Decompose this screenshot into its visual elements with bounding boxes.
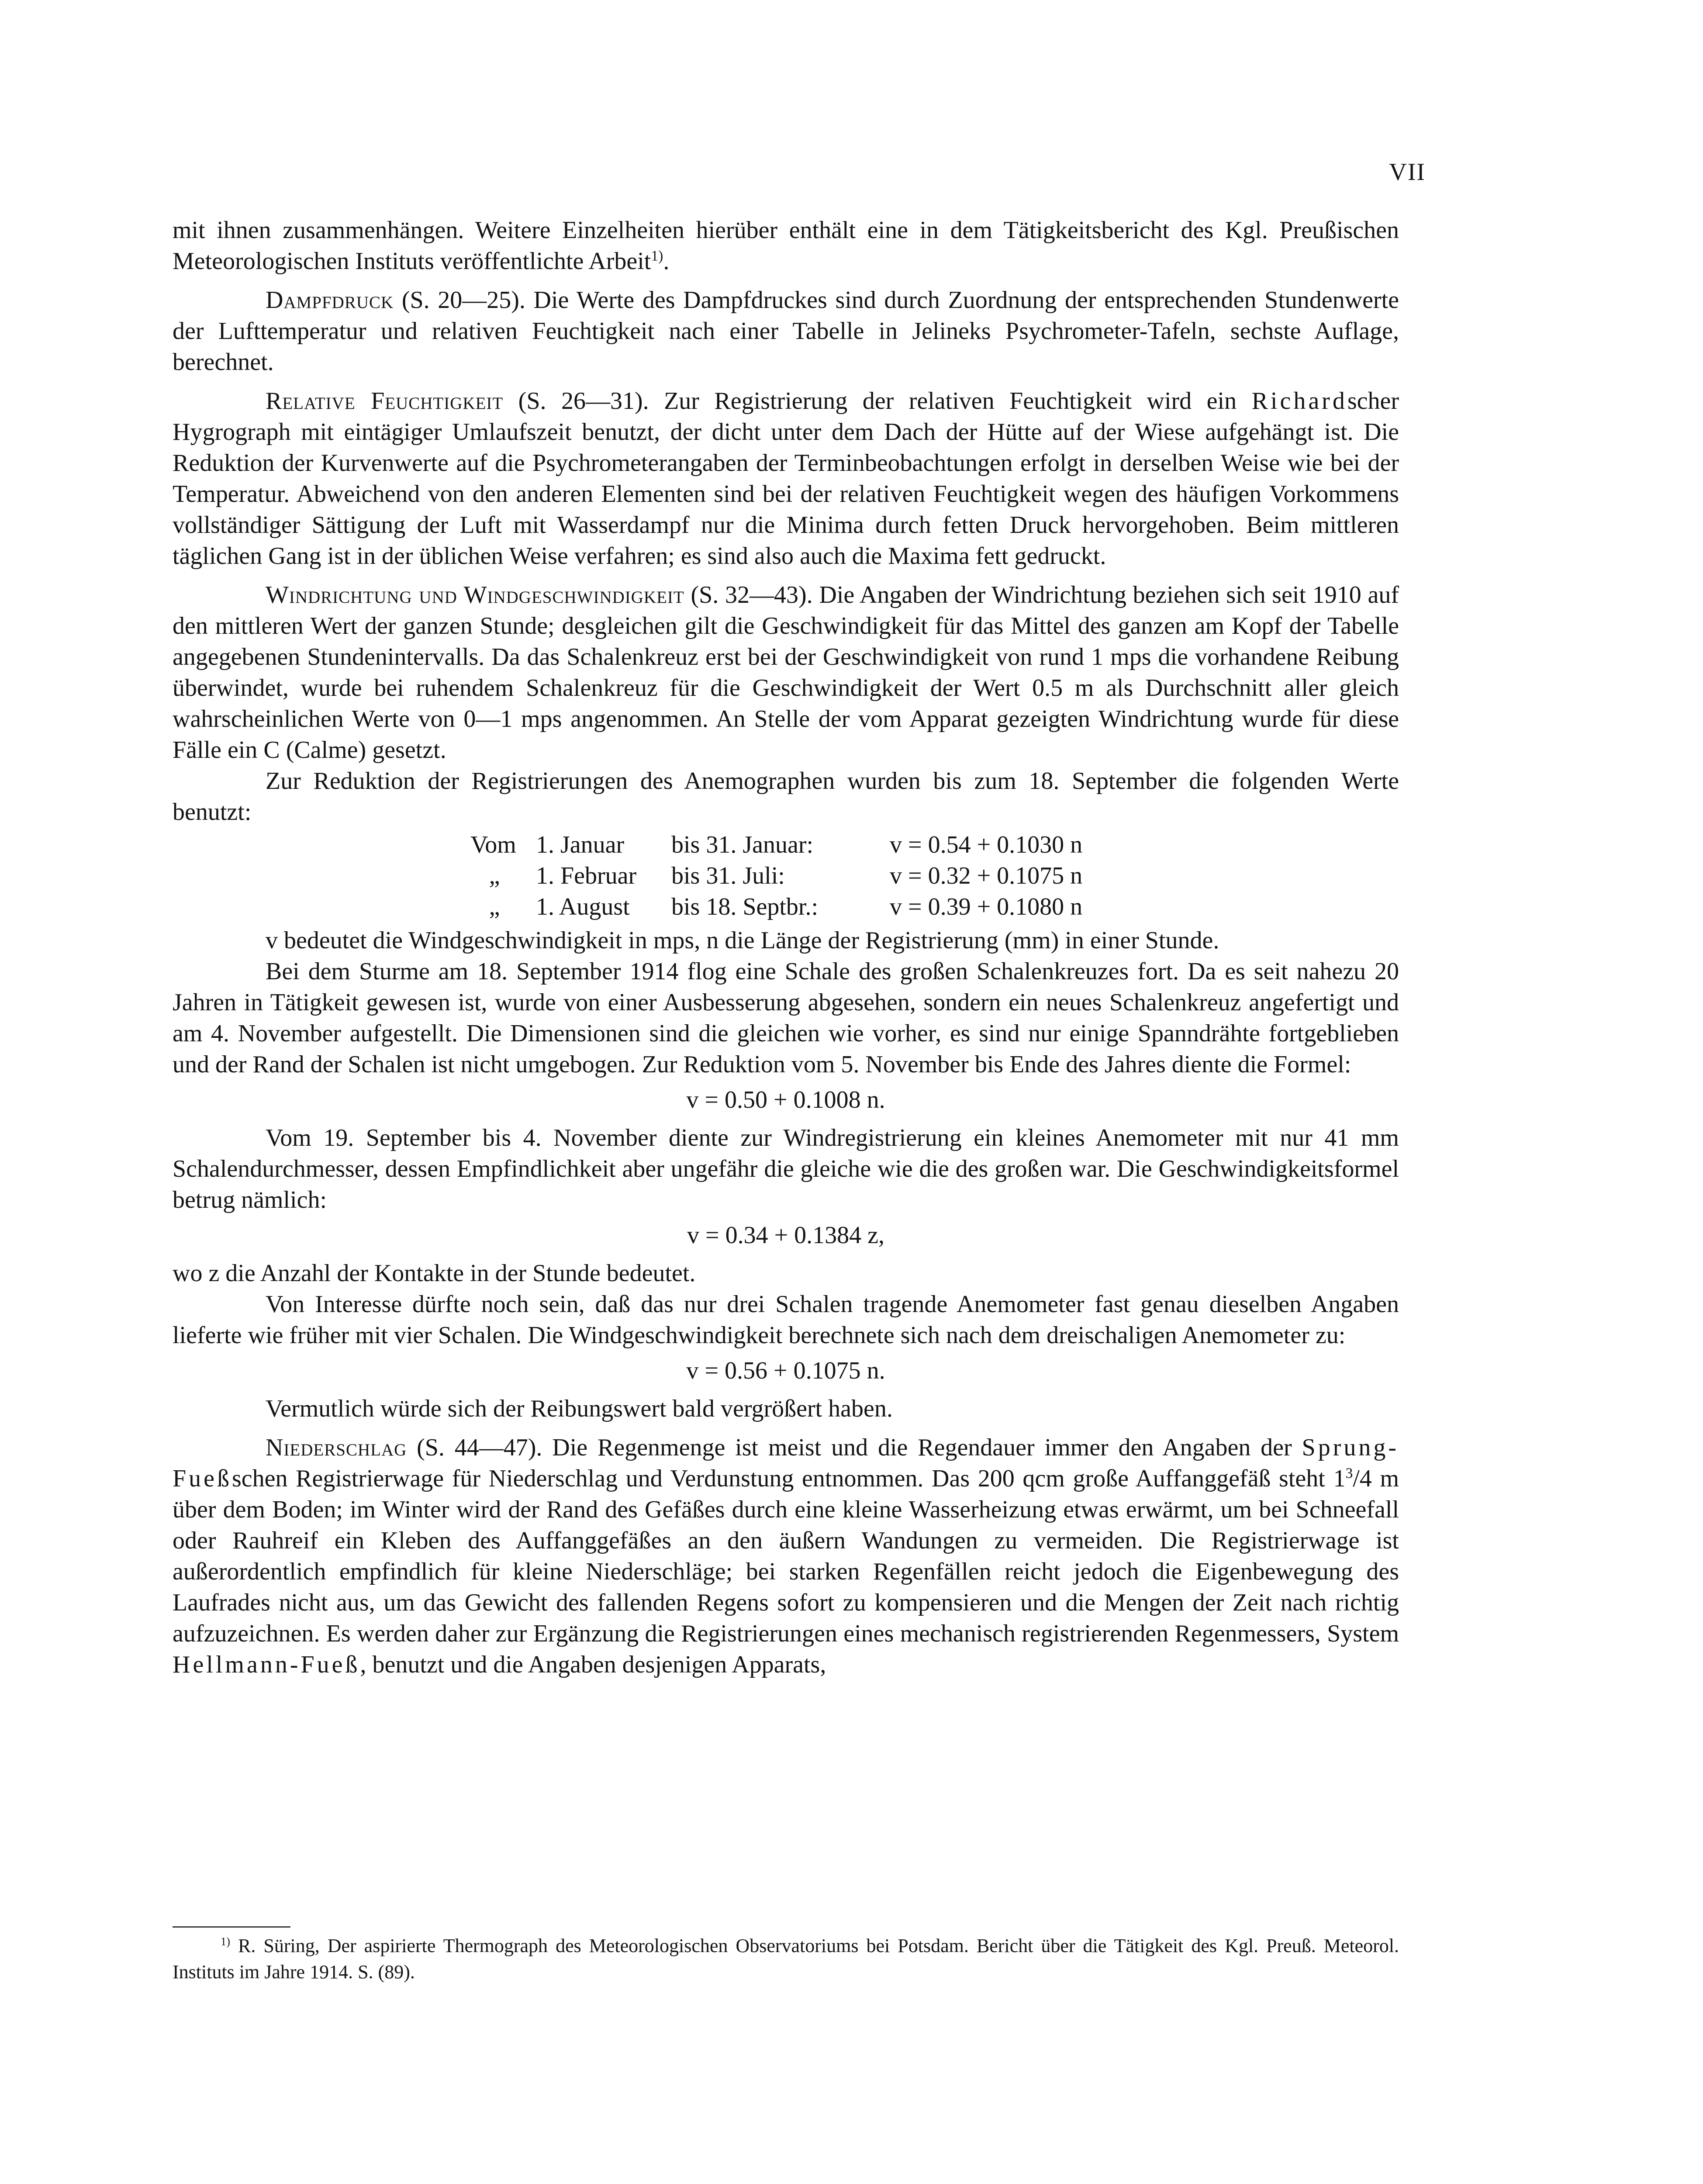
formula-equation: v = 0.34 + 0.1384 z, <box>687 1222 885 1249</box>
section-heading-dampfdruck: Dampfdruck <box>266 287 394 314</box>
section-heading-relative-feuchtigkeit: Relative Feuchtigkeit <box>266 387 504 415</box>
page-number: VII <box>1389 159 1426 186</box>
paragraph-sturm: Bei dem Sturme am 18. September 1914 flog eine Schale des großen Schalenkreuzes fort. Da es seit nahezu 20 Jahren in Tätigkeit gewesen ist, wurde von einer Ausbesserung abgesehen, sondern ein neues Schalenkreuz angefertigt und am 4. November aufgestellt. Die Dimensionen sind die gleichen wie vorher, es sind nur einige Spanndrähte fortgeblieben und der Rand der Schalen ist nicht umgebogen. Zur Reduktion vom 5. November bis Ende des Jahres diente die Formel: <box>173 958 1399 1078</box>
section-heading-niederschlag: Niederschlag <box>266 1434 407 1461</box>
spaced-name: Hellmann-Fueß <box>173 1651 360 1678</box>
paragraph-wo-z: wo z die Anzahl der Kontakte in der Stunde bedeutet. <box>173 1260 696 1287</box>
footnote-reference: 1) <box>651 248 663 264</box>
paragraph-wind: Windrichtung und Windgeschwindigkeit (S. 32—43). Die Angaben der Windrichtung beziehen sich seit 1910 auf den mittleren Wert der ganzen Stunde; desgleichen gilt die Geschwindigkeit für das Mittel des ganzen am Kopf der Tabelle angegebenen Stundenintervalls. Da das Schalenkreuz erst bei der Geschwindigkeit von rund 1 mps die vorhandene Reibung überwindet, wurde bei ruhendem Schalenkreuz für die Geschwindigkeit der Wert 0.5 m als Durchschnitt aller gleich wahrscheinlichen Werte von 0—1 mps angenommen. An Stelle der vom Apparat gezeigten Windrichtung wurde für diese Fälle ein C (Calme) gesetzt. <box>173 581 1399 764</box>
footnote-rule <box>173 1926 290 1928</box>
paragraph-v-bedeutet: v bedeutet die Windgeschwindigkeit in mps, n die Länge der Registrierung (mm) in einer Stunde. <box>266 927 1219 954</box>
spaced-name: Richard <box>1251 387 1347 415</box>
paragraph-vermutlich: Vermutlich würde sich der Reibungswert bald vergrößert haben. <box>266 1395 893 1422</box>
spaced-name: Sprung-Fueß <box>173 1434 1399 1492</box>
formula-row: „ 1. August bis 18. Septbr.: v = 0.39 + 0.1080 n <box>489 893 1083 920</box>
paragraph-interesse: Von Interesse dürfte noch sein, daß das nur drei Schalen tragende Anemometer fast genau dieselben Angaben lieferte wie früher mit vier Schalen. Die Windgeschwindigkeit berechnete sich nach dem dreischaligen Anemometer zu: <box>173 1291 1399 1349</box>
formula-row: „ 1. Februar bis 31. Juli: v = 0.32 + 0.1075 n <box>489 862 1083 889</box>
paragraph-kleines-anemometer: Vom 19. September bis 4. November diente zur Windregistrierung ein kleines Anemometer mit nur 41 mm Schalendurchmesser, dessen Empfindlichkeit aber ungefähr die gleiche wie die des großen war. Die Geschwindigkeitsformel betrug nämlich: <box>173 1124 1399 1213</box>
section-heading-wind: Windrichtung und Windgeschwindigkeit <box>266 581 684 608</box>
formula-row: Vom 1. Januar bis 31. Januar: v = 0.54 + 0.1030 n <box>470 831 1083 858</box>
paragraph-relative-feuchtigkeit: Relative Feuchtigkeit (S. 26—31). Zur Registrierung der relativen Feuchtigkeit wird ein Richardscher Hygrograph mit eintägiger Umlaufszeit benutzt, der dicht unter dem Dach der Hütte auf der Wiese aufgehängt ist. Die Reduktion der Kurvenwerte auf die Psychrometerangaben der Terminbeobachtungen erfolgt in derselben Weise wie bei der Temperatur. Abweichend von den anderen Elementen sind bei der relativen Feuchtigkeit wegen des häufigen Vorkommens vollständiger Sättigung der Luft mit Wasserdampf nur die Minima durch fetten Druck hervorgehoben. Beim mittleren täglichen Gang ist in der üblichen Weise verfahren; es sind also auch die Maxima fett gedruckt. <box>173 387 1399 570</box>
body-text <box>173 215 1399 1688</box>
formula-equation: v = 0.56 + 0.1075 n. <box>686 1357 885 1384</box>
paragraph-reduktion: Zur Reduktion der Registrierungen des Anemographen wurden bis zum 18. September die folgenden Werte benutzt: <box>173 767 1399 826</box>
paragraph-dampfdruck: Dampfdruck (S. 20—25). Die Werte des Dampfdruckes sind durch Zuordnung der entsprechenden Stundenwerte der Lufttemperatur und relativen Feuchtigkeit nach einer Tabelle in Jelineks Psychrometer-Tafeln, sechste Auflage, berechnet. <box>173 287 1399 376</box>
formula-list <box>470 829 1399 923</box>
paragraph-niederschlag: Niederschlag (S. 44—47). Die Regenmenge ist meist und die Regendauer immer den Angaben der Sprung-Fueßschen Registrierwage für Niederschlag und Verdunstung entnommen. Das 200 qcm große Auffanggefäß steht $1^3/4$ m über dem Boden; im Winter wird der Rand des Gefäßes durch eine kleine Wasserheizung etwas erwärmt, um bei Schneefall oder Rauhreif ein Kleben des Auffanggefäßes an den äußern Wandungen zu vermeiden. Die Registrierwage ist außerordentlich empfindlich für kleine Niederschläge; bei starken Regenfällen reicht jedoch die Eigenbewegung des Laufrades nicht aus, um das Gewicht des fallenden Regens sofort zu kompensieren und die Mengen der Zeit nach richtig aufzuzeichnen. Es werden daher zur Ergänzung die Registrierungen eines mechanisch registrierenden Regenmessers, System Hellmann-Fueß, benutzt und die Angaben desjenigen Apparats, <box>173 1434 1399 1678</box>
paragraph-intro: mit ihnen zusammenhängen. Weitere Einzelheiten hierüber enthält eine in dem Tätigkeitsbericht des Kgl. Preußischen Meteorologischen Instituts veröffentlichte Arbeit$^{1)}$. <box>173 217 1399 275</box>
footnote-marker: 1) <box>221 1935 230 1948</box>
footnote: $^{1)}$ R. Süring, Der aspirierte Thermograph des Meteorologischen Observatoriums bei Potsdam. Bericht über die Tätigkeit des Kgl. Preuß. Meteorol. Instituts im Jahre 1914. S. (89). <box>173 1935 1399 1983</box>
formula-equation: v = 0.50 + 0.1008 n. <box>686 1086 885 1113</box>
